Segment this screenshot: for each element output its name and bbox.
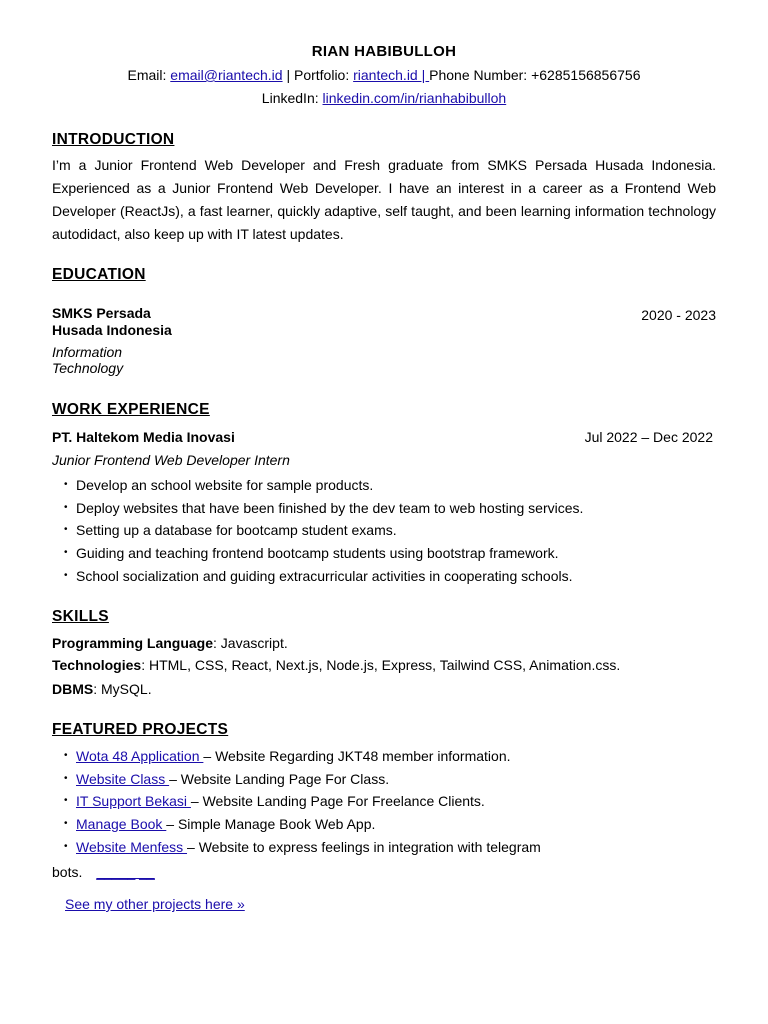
skills-heading: SKILLS	[52, 608, 109, 625]
resume-name: RIAN HABIBULLOH	[311, 43, 457, 60]
project-link[interactable]: Manage Book	[76, 816, 167, 833]
introduction-text: I’m a Junior Frontend Web Developer and Fresh graduate from SMKS Persada Husada Indonesia. Experienced as a Junior Frontend Web Developer. I have an interest in a career as a Frontend Web Developer (ReactJs), a fast learner, quickly adaptive, self taught, and been learning information technology autodidact, also keep up with IT latest updates.	[52, 157, 716, 242]
project-list	[52, 745, 732, 858]
project-item	[52, 836, 732, 859]
linkedin-line	[0, 90, 768, 106]
work-dates: Jul 2022 – Dec 2022	[584, 429, 713, 445]
contact-line	[0, 67, 768, 83]
education-heading: EDUCATION	[52, 266, 146, 283]
project-link[interactable]: Wota 48 Application	[76, 748, 204, 764]
more-projects-line	[65, 896, 245, 912]
email-link[interactable]: email@riantech.id	[170, 67, 283, 83]
bullet-icon: •	[64, 569, 68, 581]
project-item	[52, 790, 732, 813]
school-name-line2: Husada Indonesia	[52, 322, 172, 338]
introduction-heading: INTRODUCTION	[52, 131, 175, 148]
work-bullet-list	[52, 474, 732, 587]
skill-dbms	[52, 681, 152, 697]
featured-projects-heading: FEATURED PROJECTS	[52, 721, 229, 738]
skill-label: Technologies	[52, 657, 142, 673]
project-continuation	[52, 864, 155, 880]
skill-value: : Javascript.	[213, 635, 288, 651]
bullet-icon: •	[64, 524, 68, 536]
project-description: – Website Regarding JKT48 member information.	[203, 748, 511, 764]
bullet-icon: •	[64, 772, 68, 784]
portfolio-label: | Portfolio:	[282, 67, 354, 83]
bullet-icon: •	[64, 818, 68, 830]
project-description: – Website Landing Page For Freelance Clients.	[190, 793, 485, 810]
major-line2: Technology	[52, 360, 124, 376]
skill-technologies	[52, 657, 620, 673]
bullet-icon: •	[64, 750, 68, 761]
skill-label: DBMS	[52, 681, 94, 697]
email-label: Email:	[127, 67, 171, 83]
list-item: • Develop an school website for sample products.	[52, 474, 732, 497]
bullet-icon: •	[64, 547, 68, 559]
project-item	[52, 813, 732, 836]
work-experience-heading: WORK EXPERIENCE	[52, 401, 210, 418]
skill-label: Programming Language	[52, 635, 214, 651]
continuation-text: bots.	[52, 864, 83, 880]
list-item: • Guiding and teaching frontend bootcamp students using bootstrap framework.	[52, 542, 732, 565]
phone-number: Phone Number: +6285156856756	[429, 67, 641, 83]
bullet-icon: •	[64, 840, 68, 852]
project-link[interactable]: IT Support Bekasi	[76, 793, 191, 810]
company-name: PT. Haltekom Media Inovasi	[52, 429, 235, 445]
project-description: – Simple Manage Book Web App.	[166, 816, 376, 833]
bullet-icon: •	[64, 479, 68, 490]
project-description: – Website to express feelings in integration with telegram	[187, 838, 541, 855]
project-link[interactable]: Website Class	[76, 770, 170, 787]
bullet-icon: •	[64, 501, 68, 513]
list-item: • Deploy websites that have been finished by the dev team to web hosting services.	[52, 497, 732, 520]
project-item	[52, 745, 732, 768]
project-link[interactable]: Website Menfess	[76, 838, 188, 855]
list-item: • School socialization and guiding extracurricular activities in cooperating schools.	[52, 565, 732, 588]
more-projects-link[interactable]: See my other projects here »	[65, 896, 245, 912]
project-item	[52, 768, 732, 791]
school-name-line1: SMKS Persada	[52, 305, 151, 321]
skill-value: : MySQL.	[93, 681, 152, 697]
skill-programming	[52, 635, 288, 651]
bullet-icon: •	[64, 795, 68, 807]
linkedin-link[interactable]: linkedin.com/in/rianhabibulloh	[322, 90, 507, 106]
skill-value: : HTML, CSS, React, Next.js, Node.js, Express, Tailwind CSS, Animation.css.	[141, 657, 621, 673]
project-description: – Website Landing Page For Class.	[169, 770, 390, 787]
trailing-link[interactable]: _____ __	[96, 864, 155, 880]
major-line1: Information	[52, 344, 123, 360]
education-years: 2020 - 2023	[641, 307, 716, 323]
list-item: • Setting up a database for bootcamp student exams.	[52, 519, 732, 542]
portfolio-link[interactable]: riantech.id |	[353, 67, 430, 83]
linkedin-label: LinkedIn:	[261, 90, 323, 106]
job-role: Junior Frontend Web Developer Intern	[52, 452, 290, 468]
